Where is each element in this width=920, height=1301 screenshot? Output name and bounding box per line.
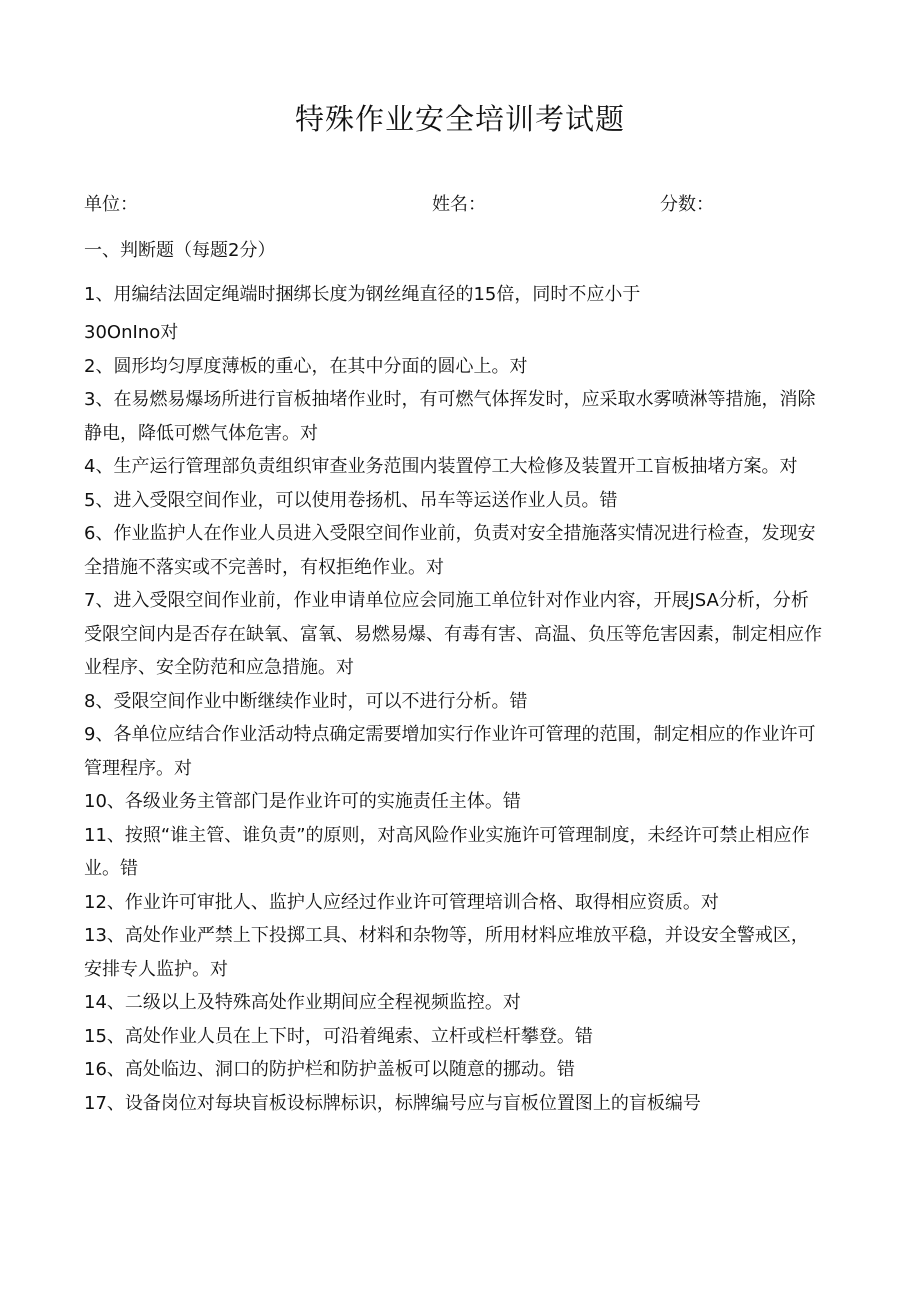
question-item: 12、作业许可审批人、监护人应经过作业许可管理培训合格、取得相应资质。对	[84, 891, 719, 913]
section-heading: 一、判断题（每题2分）	[84, 240, 276, 261]
question-item: 14、二级以上及特殊高处作业期间应全程视频监控。对	[84, 992, 521, 1013]
question-item: 3、在易燃易爆场所进行盲板抽堵作业时，有可燃气体挥发时，应采取水雾喷淋等措施，消除静电，降低可燃气体危害。对	[84, 389, 816, 444]
score-label: 分数：	[660, 194, 714, 215]
question-item: 9、各单位应结合作业活动特点确定需要增加实行作业许可管理的范围，制定相应的作业许可管理程序。对	[84, 724, 816, 779]
question-item: 11、按照“谁主管、谁负责”的原则，对高风险作业实施许可管理制度，未经许可禁止相应作业。错	[84, 824, 810, 879]
unit-label: 单位：	[84, 194, 138, 215]
question-item: 16、高处临边、洞口的防护栏和防护盖板可以随意的挪动。错	[84, 1059, 575, 1080]
question-item: 1、用编结法固定绳端时捆绑长度为钢丝绳直径的15倍，同时不应小于	[84, 283, 641, 305]
question-item: 13、高处作业严禁上下投掷工具、材料和杂物等，所用材料应堆放平稳，并设安全警戒区，安排专人监护。对	[84, 925, 809, 980]
question-item: 10、各级业务主管部门是作业许可的实施责任主体。错	[84, 791, 521, 812]
question-item: 2、圆形均匀厚度薄板的重心，在其中分面的圆心上。对	[84, 355, 528, 377]
page-title: 特殊作业安全培训考试题	[294, 102, 625, 137]
question-item: 30OnIno对	[84, 322, 179, 343]
question-item: 4、生产运行管理部负责组织审查业务范围内装置停工大检修及装置开工盲板抽堵方案。对	[84, 456, 798, 477]
question-item: 17、设备岗位对每块盲板设标牌标识，标牌编号应与盲板位置图上的盲板编号	[84, 1092, 701, 1114]
question-item: 8、受限空间作业中断继续作业时，可以不进行分析。错	[84, 690, 528, 712]
question-item: 5、进入受限空间作业，可以使用卷扬机、吊车等运送作业人员。错	[84, 489, 618, 511]
info-row	[84, 190, 844, 220]
name-label: 姓名：	[432, 194, 486, 215]
question-list	[84, 234, 824, 1120]
question-item: 15、高处作业人员在上下时，可沿着绳索、立杆或栏杆攀登。错	[84, 1025, 593, 1047]
question-item: 7、进入受限空间作业前，作业申请单位应会同施工单位针对作业内容，开展JSA分析，分析受限空间内是否存在缺氧、富氧、易燃易爆、有毒有害、高温、负压等危害因素，制定相应作业程序、安全防范和应急措施。对	[84, 590, 822, 678]
question-item: 6、作业监护人在作业人员进入受限空间作业前，负责对安全措施落实情况进行检查，发现安全措施不落实或不完善时，有权拒绝作业。对	[84, 523, 816, 578]
